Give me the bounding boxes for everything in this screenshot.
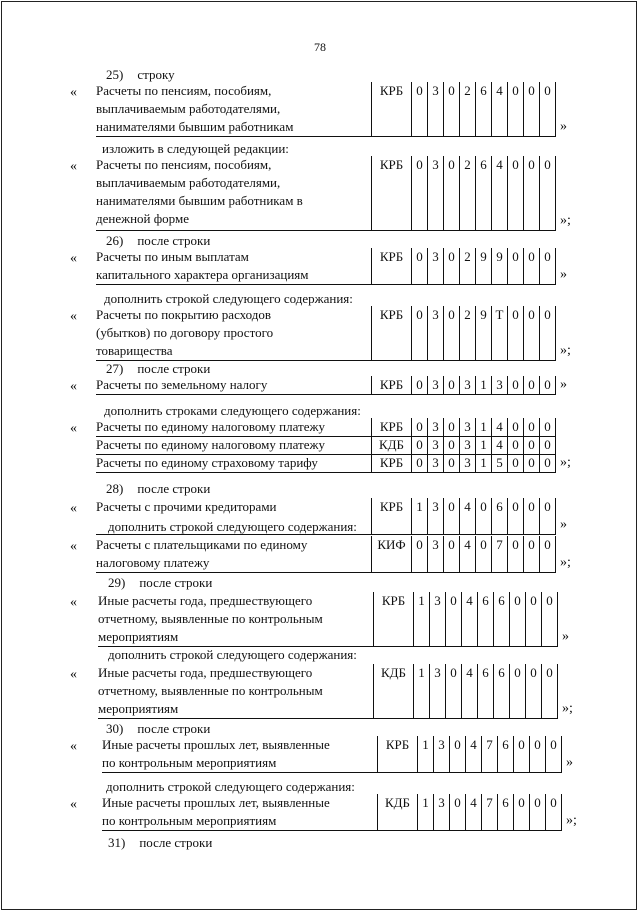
account-type-code: КИФ [372,536,412,572]
closing-quote: » [560,119,567,134]
instruction-heading [108,576,212,590]
code-digit-cell: 0 [510,592,526,646]
code-digit-cell: 3 [434,794,450,830]
description-line: отчетному, выявленные по контрольным [98,683,323,698]
code-digit-cell: 0 [412,536,428,572]
code-digit-cell: 7 [482,736,498,772]
description-line: Расчеты с плательщиками по единому [96,537,308,552]
code-digit-cell: 3 [460,418,476,436]
closing-quote: » [560,267,567,282]
page-number: 78 [314,40,326,54]
code-table-row [102,794,562,831]
code-digit-cell: 4 [462,664,478,718]
description-line: товарищества [96,343,173,358]
code-digit-cell: 6 [498,794,514,830]
code-digit-cell: 3 [428,418,444,436]
code-digit-cell: 2 [460,306,476,360]
account-type-code: КДБ [374,664,414,718]
opening-quote: « [70,539,77,554]
code-digit-cell: 3 [430,664,446,718]
closing-quote: »; [562,701,573,716]
account-type-code: КДБ [372,436,412,454]
code-table-row [96,82,556,137]
code-digit-cell: 6 [494,664,510,718]
account-type-code: КРБ [374,592,414,646]
description-line: Расчеты по земельному налогу [96,377,268,392]
description-line: налоговому платежу [96,555,210,570]
code-digit-cell: 0 [524,436,540,454]
closing-quote: » [560,377,567,392]
row-description [102,794,378,830]
code-digit-cell: 4 [466,794,482,830]
account-type-code: КДБ [378,794,418,830]
item-number: 26) [106,233,124,248]
account-type-code: КРБ [372,248,412,284]
code-digit-cell: 0 [508,376,524,394]
code-digit-cell: 3 [460,376,476,394]
opening-quote: « [70,85,77,100]
code-digit-cell: 1 [476,436,492,454]
item-number: 29) [108,575,126,590]
closing-quote: »; [560,343,571,358]
code-digit-cell: 0 [508,306,524,360]
item-number: 28) [106,481,124,496]
code-digit-cell: 3 [428,454,444,472]
code-digit-cell: 0 [450,736,466,772]
code-digit-cell: 6 [476,82,492,136]
code-digit-cell: Т [492,306,508,360]
code-digit-cell: 6 [478,664,494,718]
code-table-row [96,156,556,231]
closing-quote: »; [560,213,571,228]
instruction-text: после строки [137,361,211,376]
code-digit-cell: 0 [546,794,562,830]
code-digit-cell: 3 [492,376,508,394]
code-digit-cell: 0 [446,592,462,646]
code-digit-cell: 0 [508,418,524,436]
code-digit-cell: 0 [508,498,524,534]
instruction-heading [106,722,210,736]
code-digit-cell: 0 [444,82,460,136]
description-line: Иные расчеты прошлых лет, выявленные [102,737,330,752]
code-digit-cell: 0 [444,498,460,534]
code-digit-cell: 3 [460,454,476,472]
code-table-row [96,376,556,395]
code-digit-cell: 0 [450,794,466,830]
instruction-heading [106,482,210,496]
code-table-row [98,592,558,647]
closing-quote: » [566,755,573,770]
row-description [96,418,372,436]
opening-quote: « [70,667,77,682]
code-digit-cell: 7 [492,536,508,572]
description-line: Иные расчеты года, предшествующего [98,665,313,680]
description-line: мероприятиям [98,701,179,716]
code-digit-cell: 0 [444,536,460,572]
code-digit-cell: 0 [508,454,524,472]
instruction-heading [106,362,210,376]
description-line: Расчеты по единому налоговому платежу [96,419,325,434]
code-table-row [96,248,556,285]
description-line: выплачиваемым работодателями, [96,175,281,190]
code-digit-cell: 0 [476,498,492,534]
closing-quote: » [562,629,569,644]
account-type-code: КРБ [372,376,412,394]
code-table-row [96,306,556,361]
description-line: нанимателями бывшим работникам [96,119,294,134]
description-line: по контрольным мероприятиям [102,755,277,770]
code-digit-cell: 0 [524,498,540,534]
code-digit-cell: 0 [476,536,492,572]
code-digit-cell: 0 [412,306,428,360]
closing-quote: »; [560,455,571,470]
code-digit-cell: 3 [428,436,444,454]
code-digit-cell: 0 [444,306,460,360]
code-digit-cell: 5 [492,454,508,472]
description-line: Расчеты по иным выплатам [96,249,249,264]
item-number: 27) [106,361,124,376]
description-line: отчетному, выявленные по контрольным [98,611,323,626]
instruction-heading [102,142,289,156]
instruction-text: после строки [137,481,211,496]
code-digit-cell: 3 [428,248,444,284]
description-line: Расчеты по пенсиям, пособиям, [96,157,272,172]
row-description [98,664,374,718]
account-type-code: КРБ [372,82,412,136]
code-digit-cell: 0 [524,376,540,394]
code-digit-cell: 0 [444,376,460,394]
code-digit-cell: 0 [540,248,556,284]
code-digit-cell: 0 [446,664,462,718]
code-digit-cell: 4 [462,592,478,646]
closing-quote: » [560,517,567,532]
code-digit-cell: 0 [524,248,540,284]
item-number: 31) [108,835,126,850]
account-type-code: КРБ [372,454,412,472]
code-digit-cell: 0 [444,156,460,230]
account-type-code: КРБ [372,418,412,436]
account-type-code: КРБ [372,156,412,230]
opening-quote: « [70,501,77,516]
instruction-heading [106,780,355,794]
opening-quote: « [70,739,77,754]
code-digit-cell: 0 [524,418,540,436]
code-digit-cell: 6 [494,592,510,646]
description-line: Расчеты с прочими кредиторами [96,499,277,514]
opening-quote: « [70,309,77,324]
closing-quote: »; [560,555,571,570]
instruction-text: после строки [137,233,211,248]
code-digit-cell: 2 [460,156,476,230]
code-digit-cell: 0 [412,156,428,230]
code-digit-cell: 0 [524,306,540,360]
code-digit-cell: 3 [428,82,444,136]
opening-quote: « [70,421,77,436]
code-digit-cell: 1 [476,418,492,436]
code-digit-cell: 4 [492,156,508,230]
description-line: Расчеты по покрытию расходов [96,307,272,322]
description-line: (убытков) по договору простого [96,325,274,340]
code-digit-cell: 0 [540,82,556,136]
code-table-row [102,736,562,773]
code-digit-cell: 9 [476,248,492,284]
description-line: Иные расчеты года, предшествующего [98,593,313,608]
code-digit-cell: 6 [498,736,514,772]
code-digit-cell: 3 [428,536,444,572]
closing-quote: »; [566,813,577,828]
code-digit-cell: 1 [476,454,492,472]
code-digit-cell: 0 [508,156,524,230]
code-digit-cell: 0 [546,736,562,772]
code-digit-cell: 6 [492,498,508,534]
code-digit-cell: 3 [428,498,444,534]
code-table-row [96,436,556,455]
code-digit-cell: 0 [524,82,540,136]
description-line: мероприятиям [98,629,179,644]
row-description [96,454,372,472]
code-digit-cell: 2 [460,82,476,136]
instruction-heading [104,404,361,418]
code-digit-cell: 1 [412,498,428,534]
code-digit-cell: 1 [414,664,430,718]
code-digit-cell: 0 [412,418,428,436]
opening-quote: « [70,797,77,812]
row-description [102,736,378,772]
code-digit-cell: 4 [460,536,476,572]
code-digit-cell: 0 [526,592,542,646]
row-description [96,82,372,136]
code-digit-cell: 0 [540,376,556,394]
instruction-heading [104,292,353,306]
code-digit-cell: 0 [508,82,524,136]
description-line: капитального характера организациям [96,267,309,282]
code-digit-cell: 0 [508,536,524,572]
code-digit-cell: 0 [508,436,524,454]
code-digit-cell: 3 [428,376,444,394]
instruction-text: дополнить строкой следующего содержания: [106,779,355,794]
code-digit-cell: 0 [508,248,524,284]
code-digit-cell: 0 [542,664,558,718]
code-digit-cell: 0 [510,664,526,718]
opening-quote: « [70,595,77,610]
code-digit-cell: 6 [478,592,494,646]
instruction-text: дополнить строкой следующего содержания: [104,291,353,306]
row-description [96,156,372,230]
code-digit-cell: 0 [412,436,428,454]
instruction-heading [108,520,357,534]
code-digit-cell: 4 [460,498,476,534]
code-digit-cell: 0 [444,418,460,436]
instruction-text: строку [137,67,175,82]
code-digit-cell: 0 [540,436,556,454]
instruction-heading [106,234,210,248]
opening-quote: « [70,379,77,394]
instruction-text: после строки [139,835,213,850]
code-table-row [96,454,556,473]
code-digit-cell: 9 [476,306,492,360]
code-digit-cell: 2 [460,248,476,284]
code-digit-cell: 1 [418,736,434,772]
row-description [98,592,374,646]
code-digit-cell: 7 [482,794,498,830]
code-digit-cell: 3 [460,436,476,454]
description-line: денежной форме [96,211,189,226]
code-digit-cell: 0 [514,794,530,830]
code-digit-cell: 0 [540,454,556,472]
row-description [96,436,372,454]
row-description [96,376,372,394]
instruction-text: дополнить строками следующего содержания: [104,403,361,418]
item-number: 25) [106,67,124,82]
code-digit-cell: 0 [444,248,460,284]
instruction-heading [108,648,357,662]
code-digit-cell: 0 [540,418,556,436]
code-digit-cell: 0 [524,536,540,572]
code-digit-cell: 0 [412,454,428,472]
account-type-code: КРБ [372,498,412,534]
instruction-text: изложить в следующей редакции: [102,141,289,156]
instruction-heading [108,836,212,850]
description-line: нанимателями бывшим работникам в [96,193,303,208]
code-digit-cell: 3 [428,306,444,360]
code-table-row [98,664,558,719]
row-description [96,306,372,360]
description-line: по контрольным мероприятиям [102,813,277,828]
code-digit-cell: 0 [412,376,428,394]
code-digit-cell: 0 [514,736,530,772]
row-description [96,536,372,572]
instruction-text: после строки [139,575,213,590]
row-description [96,248,372,284]
code-digit-cell: 3 [430,592,446,646]
code-digit-cell: 0 [444,454,460,472]
opening-quote: « [70,159,77,174]
instruction-text: дополнить строкой следующего содержания: [108,647,357,662]
code-digit-cell: 0 [524,156,540,230]
description-line: Расчеты по единому налоговому платежу [96,437,325,452]
code-digit-cell: 6 [476,156,492,230]
item-number: 30) [106,721,124,736]
code-digit-cell: 0 [526,664,542,718]
description-line: Расчеты по единому страховому тарифу [96,455,318,470]
opening-quote: « [70,251,77,266]
instruction-text: дополнить строкой следующего содержания: [108,519,357,534]
code-digit-cell: 4 [492,82,508,136]
code-digit-cell: 0 [524,454,540,472]
code-digit-cell: 0 [540,156,556,230]
code-digit-cell: 0 [540,306,556,360]
code-digit-cell: 0 [540,536,556,572]
account-type-code: КРБ [378,736,418,772]
instruction-text: после строки [137,721,211,736]
code-digit-cell: 0 [412,82,428,136]
code-digit-cell: 0 [542,592,558,646]
instruction-heading [106,68,175,82]
code-digit-cell: 4 [492,418,508,436]
code-digit-cell: 1 [476,376,492,394]
code-digit-cell: 1 [418,794,434,830]
description-line: Расчеты по пенсиям, пособиям, [96,83,272,98]
code-digit-cell: 0 [530,736,546,772]
code-digit-cell: 0 [540,498,556,534]
code-digit-cell: 0 [444,436,460,454]
code-digit-cell: 9 [492,248,508,284]
code-digit-cell: 3 [428,156,444,230]
code-digit-cell: 3 [434,736,450,772]
description-line: выплачиваемым работодателями, [96,101,281,116]
code-digit-cell: 4 [466,736,482,772]
code-digit-cell: 0 [412,248,428,284]
code-table-row [96,418,556,437]
code-digit-cell: 0 [530,794,546,830]
code-table-row [96,536,556,573]
code-digit-cell: 4 [492,436,508,454]
description-line: Иные расчеты прошлых лет, выявленные [102,795,330,810]
account-type-code: КРБ [372,306,412,360]
code-digit-cell: 1 [414,592,430,646]
